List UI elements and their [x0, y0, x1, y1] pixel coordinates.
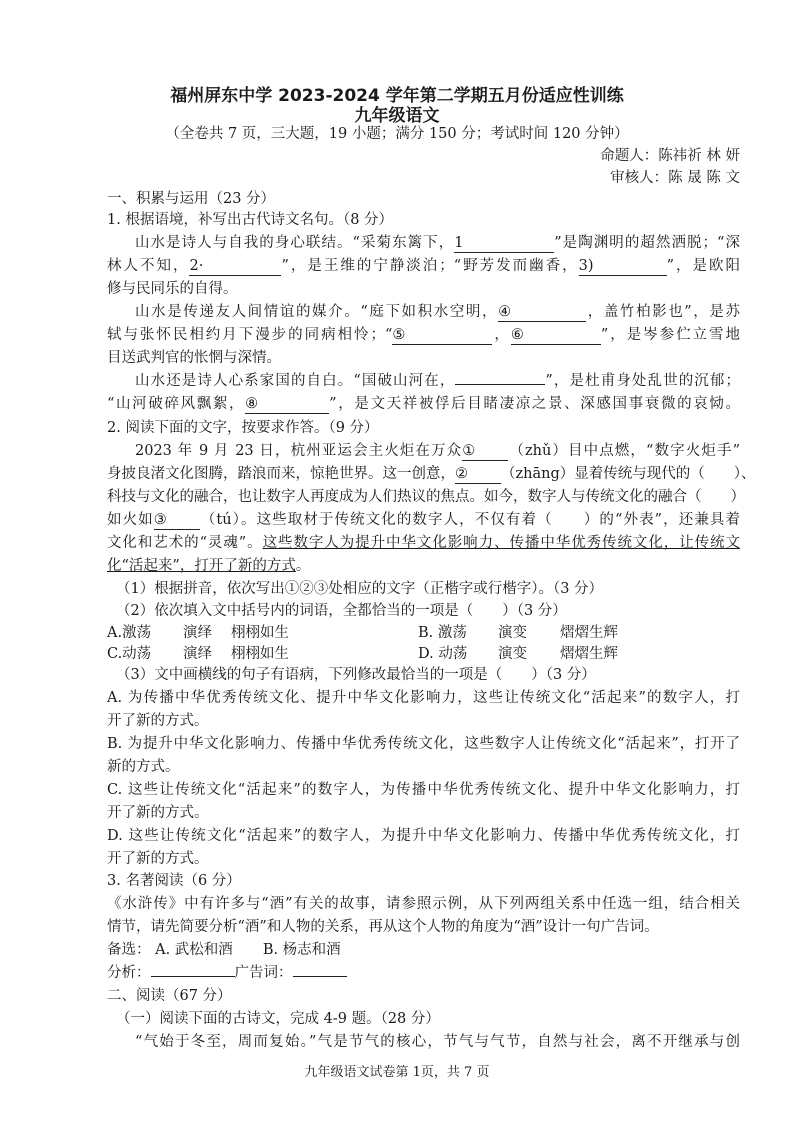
text: 山水是诗人与自我的身心联结。“采菊东篱下，	[135, 235, 455, 251]
pinyin-blank-2[interactable]: ②	[455, 466, 501, 484]
analysis-blank[interactable]	[151, 976, 235, 977]
q1-title: 1. 根据语境，补写出古代诗文名句。（8 分）	[107, 212, 394, 228]
q1-line	[135, 302, 740, 322]
option-d-line2[interactable]: 开了新的方式。	[107, 851, 209, 867]
option-d-line1[interactable]: D. 这些让传统文化“活起来”的数字人，为提升中华文化影响力、传播中华优秀传统文化，打	[107, 828, 740, 844]
q2-subquestion-3: （3）文中画横线的句子有语病，下列修改最恰当的一项是（ ）（3 分）	[116, 667, 596, 683]
text: 熠熠生辉	[560, 646, 618, 662]
section-2-heading: 二、阅读（67 分）	[107, 988, 232, 1004]
text: （zhǔ）目中点燃，“数字火炬手”	[508, 443, 740, 459]
choice-a: A. 武松和酒	[155, 942, 233, 958]
text: 山水是传递友人间情谊的媒介。“庭下如积水空明，	[135, 304, 499, 320]
answer-blank-7[interactable]	[455, 384, 545, 385]
text: （tú）。这些取材于传统文化的数字人，不仅有着（ ）的“外表”，还兼具着	[199, 512, 740, 528]
q1-line	[135, 371, 740, 391]
text: ”，是欧阳	[666, 258, 741, 274]
text: A.激荡	[107, 625, 152, 641]
option-d[interactable]	[418, 644, 718, 664]
text: 栩栩如生	[231, 646, 289, 662]
option-c-line1[interactable]: C. 这些让传统文化“活起来”的数字人，为传播中华优秀传统文化、提升中华文化影响力，打	[107, 782, 740, 798]
analysis-label: 分析：	[107, 965, 151, 981]
text: “山河破碎风飘絮，	[107, 396, 246, 412]
text: 如火如	[107, 512, 154, 528]
choice-b: B. 杨志和酒	[262, 942, 341, 958]
text: ”是陶渊明的超然洒脱；“深	[554, 235, 740, 251]
text: 山水还是诗人心系家国的自白。“国破山河在，	[135, 373, 456, 389]
exam-subtitle: 九年级语文	[354, 106, 440, 126]
option-b-line1[interactable]: B. 为提升中华文化影响力、传播中华优秀传统文化，这些数字人让传统文化“活起来”，打开了	[107, 736, 740, 752]
text: 演绎	[183, 625, 212, 641]
answer-blank-2[interactable]: 2·	[189, 258, 281, 276]
text: C.动荡	[107, 646, 152, 662]
pinyin-blank-1[interactable]: ①	[462, 443, 508, 461]
text: 栩栩如生	[231, 625, 289, 641]
text: ”，是岑参伫立雪地	[600, 327, 740, 343]
text: ，	[492, 327, 511, 343]
pinyin-blank-3[interactable]: ③	[154, 512, 200, 530]
q3-line: 情节，请先简要分析“酒”和人物的关系，再从这个人物的角度为“酒”设计一句广告词。	[107, 919, 659, 935]
answer-blank-3[interactable]: 3)	[579, 258, 667, 276]
text: 演变	[498, 625, 527, 641]
reviewers: 审核人：陈 晟 陈 文	[610, 170, 740, 186]
text: 。	[295, 558, 311, 574]
q2-line	[107, 556, 740, 576]
option-a-line1[interactable]: A. 为传播中华优秀传统文化、提升中华文化影响力，这些让传统文化“活起来”的数字人，打	[107, 690, 740, 706]
text: 演变	[498, 646, 527, 662]
text: 熠熠生辉	[560, 625, 618, 641]
q3-title: 3. 名著阅读（6 分）	[107, 873, 241, 889]
text: 身披良渚文化图腾，踏浪而来，惊艳世界。这一创意，	[107, 466, 455, 482]
q1-line	[107, 394, 740, 414]
section-1-heading: 一、积累与运用（23 分）	[107, 191, 276, 207]
section-2-sub: （一）阅读下面的古诗文，完成 4-9 题。（28 分）	[116, 1011, 440, 1027]
q3-line: 《水浒传》中有许多与“酒”有关的故事，请参照示例，从下列两组关系中任选一组，结合相关	[107, 896, 740, 912]
q2-subquestion-1: （1）根据拼音，依次写出①②③处相应的文字（正楷字或行楷字）。（3 分）	[116, 581, 604, 597]
ad-label: 广告词：	[234, 965, 293, 981]
q3-answer	[107, 963, 740, 983]
q2-line	[135, 441, 740, 461]
ad-blank[interactable]	[293, 976, 347, 977]
q1-line: 修与民同乐的自得。	[107, 281, 238, 297]
q1-line	[107, 256, 740, 276]
q1-line	[107, 325, 740, 345]
q2-subquestion-2: （2）依次填入文中括号内的词语，全都恰当的一项是（ ）（3 分）	[116, 603, 567, 619]
option-b[interactable]	[418, 623, 718, 643]
q2-line	[107, 510, 740, 530]
exam-title: 福州屏东中学 2023-2024 学年第二学期五月份适应性训练	[170, 86, 624, 106]
option-a-line2[interactable]: 开了新的方式。	[107, 713, 209, 729]
passage-line: “气始于冬至，周而复始。”气是节气的核心，节气与气节，自然与社会，离不开继承与创	[135, 1034, 740, 1050]
text: 演绎	[183, 646, 212, 662]
text: ”，是王维的宁静淡泊；“野芳发而幽香，	[281, 258, 579, 274]
text: ”，是文天祥被俘后目睹凄凉之景、深感国事衰微的哀恸。	[329, 396, 740, 412]
q2-line	[107, 464, 756, 484]
text: （zhāng）显着传统与现代的（ ）、	[501, 466, 756, 482]
authors: 命题人：陈祎祈 林 妍	[600, 148, 740, 164]
answer-blank-6[interactable]: ⑥	[511, 327, 601, 345]
option-c-line2[interactable]: 开了新的方式。	[107, 805, 209, 821]
q2-line	[107, 533, 740, 553]
text: B. 激荡	[418, 625, 467, 641]
option-b-line2[interactable]: 新的方式。	[107, 759, 180, 775]
text: 林人不知，	[107, 258, 190, 274]
answer-blank-1[interactable]: 1	[454, 235, 554, 253]
text: ，盖竹柏影也”，是苏	[586, 304, 740, 320]
q2-line: 科技与文化的融合，也让数字人再度成为人们热议的焦点。如今，数字人与传统文化的融合（ ）	[107, 489, 745, 505]
q1-line	[135, 233, 740, 253]
choice-label: 备选：	[107, 942, 151, 958]
answer-blank-8[interactable]: ⑧	[245, 396, 329, 414]
q3-choices	[107, 940, 740, 960]
page-footer: 九年级语文试卷第 1页，共 7 页	[304, 1065, 490, 1080]
q1-line: 目送武判官的怅惘与深情。	[107, 350, 281, 366]
answer-blank-4[interactable]: ④	[498, 304, 586, 322]
text: ”，是杜甫身处乱世的沉郁；	[545, 373, 740, 389]
underlined-sentence: 这些数字人为提升中华文化影响力、传播中华优秀传统文化，让传统文	[262, 535, 741, 551]
underlined-sentence: 化“活起来”，打开了新的方式	[107, 558, 296, 574]
text: 2023 年 9 月 23 日，杭州亚运会主火炬在万众	[135, 443, 463, 459]
text: 文化和艺术的“灵魂”。	[107, 535, 263, 551]
text: D. 动荡	[418, 646, 468, 662]
q2-title: 2. 阅读下面的文字，按要求作答。（9 分）	[107, 420, 379, 436]
text: 轼与张怀民相约月下漫步的同病相怜；“	[107, 327, 393, 343]
answer-blank-5[interactable]: ⑤	[392, 327, 492, 345]
exam-note: （全卷共 7 页，三大题，19 小题；满分 150 分；考试时间 120 分钟）	[165, 126, 629, 142]
